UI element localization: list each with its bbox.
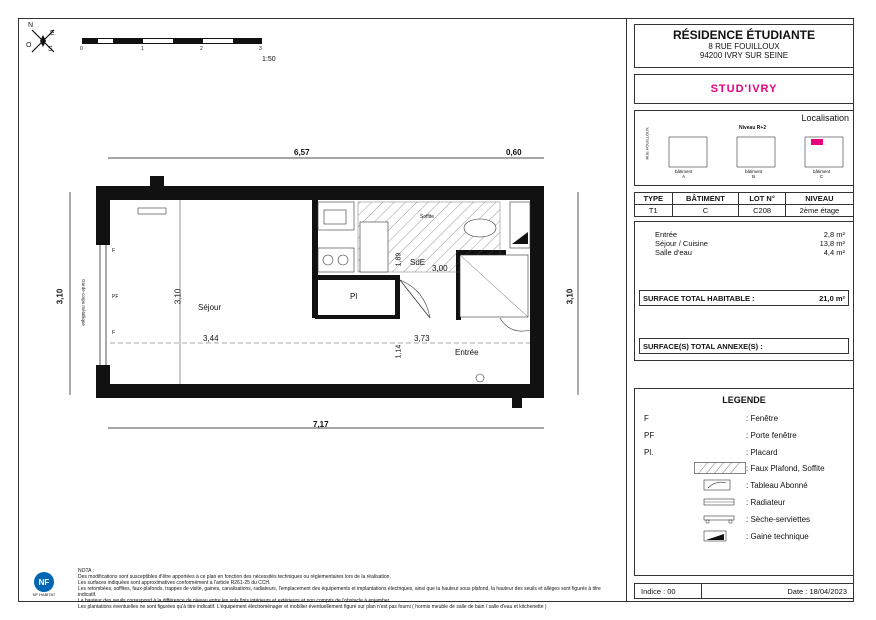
- room-sejour: Séjour: [198, 303, 222, 312]
- compass-n: N: [28, 22, 34, 29]
- dim-top-right: 0,60: [506, 148, 522, 157]
- legend-title: LEGENDE: [722, 395, 766, 405]
- surface-row: Séjour / Cuisine 13,8 m²: [655, 239, 845, 248]
- address-line1: 8 RUE FOUILLOUX: [708, 42, 780, 51]
- legend-item: PF : Porte fenêtre: [644, 430, 797, 440]
- total-habitable: SURFACE TOTAL HABITABLE : 21,0 m²: [639, 290, 849, 306]
- window-mark-f1: F: [112, 248, 116, 254]
- dim-mid-right: 3,73: [414, 334, 430, 343]
- svg-text:NF: NF: [38, 578, 50, 587]
- col-lot: LOT N°: [739, 193, 786, 205]
- val-type: T1: [635, 205, 673, 217]
- val-lot: C208: [739, 205, 786, 217]
- address-line2: 94200 IVRY SUR SEINE: [699, 51, 789, 60]
- location-title: Localisation: [801, 113, 849, 123]
- scale-tick-3: 3: [259, 46, 262, 52]
- dim-sde-w: 3,00: [432, 264, 448, 273]
- building-a: bâtiment A: [675, 169, 693, 179]
- towel-dryer-icon: [694, 513, 746, 525]
- location-level: Niveau R+2: [739, 125, 767, 131]
- dim-right: 3,10: [565, 288, 575, 305]
- legend-item: F : Fenêtre: [644, 413, 779, 423]
- compass-s: S: [48, 46, 53, 53]
- header-box: [634, 24, 854, 68]
- railing-label: Garde-corps métallique: [80, 279, 86, 326]
- dim-sde-h: 1,89: [395, 252, 403, 267]
- room-soffite: Soffite: [420, 214, 435, 220]
- legend-item: : Gaine technique: [644, 530, 809, 542]
- brand-box: [634, 74, 854, 104]
- compass-e: E: [50, 30, 55, 37]
- surface-row: Salle d'eau 4,4 m²: [655, 248, 845, 257]
- legend-item: Pl. : Placard: [644, 447, 778, 457]
- surfaces-box: [634, 221, 854, 361]
- duct-icon: [694, 530, 746, 542]
- date-label: Date : 18/04/2023: [787, 586, 847, 596]
- legend-item: : Faux Plafond, Soffite: [644, 462, 825, 474]
- dim-entry-h: 1,14: [395, 344, 403, 359]
- compass-o: O: [26, 42, 32, 49]
- legend-item: : Tableau Abonné: [644, 479, 808, 491]
- scale-label: 1:50: [262, 56, 276, 63]
- room-entree: Entrée: [455, 348, 479, 357]
- scale-bar: [82, 38, 262, 44]
- brand-logo: STUD'IVRY: [710, 83, 778, 95]
- col-niveau: NIVEAU: [785, 193, 853, 205]
- room-placard: Pl: [350, 292, 358, 301]
- info-table: [634, 192, 854, 217]
- scale-tick-0: 0: [80, 46, 83, 52]
- legend-item: : Sèche-serviettes: [644, 513, 810, 525]
- val-batiment: C: [672, 205, 739, 217]
- dim-left: 3,10: [55, 288, 65, 305]
- building-b: bâtiment B: [745, 169, 763, 179]
- dim-bottom: 7,17: [313, 420, 329, 429]
- scale-tick-1: 1: [141, 46, 144, 52]
- window-mark-f2: F: [112, 330, 116, 336]
- index-label: Indice : 00: [635, 584, 702, 598]
- dim-mid-left: 3,44: [203, 334, 219, 343]
- window-mark-pf: PF: [112, 294, 119, 300]
- dim-inner-left: 3,10: [173, 288, 183, 305]
- dim-top-left: 6,57: [294, 148, 310, 157]
- building-c: bâtiment C: [813, 169, 831, 179]
- scale-tick-2: 2: [200, 46, 203, 52]
- location-map: [649, 129, 853, 169]
- radiator-icon: [694, 496, 746, 508]
- col-type: TYPE: [635, 193, 673, 205]
- col-batiment: BÂTIMENT: [672, 193, 739, 205]
- nf-logo: NF NF HABITAT: [30, 570, 58, 598]
- floor-plan: [60, 140, 620, 450]
- sheet-divider: [626, 18, 627, 602]
- location-box: [634, 110, 854, 186]
- panel-icon: [694, 479, 746, 491]
- surface-row: Entrée 2,8 m²: [655, 230, 845, 239]
- hatch-icon: [694, 462, 746, 474]
- val-niveau: 2ème étage: [785, 205, 853, 217]
- room-sde: SdE: [410, 258, 426, 267]
- notes-block: NOTA : Des modifications sont susceptibles d'être apportées à ce plan en fonction des nécessités techniques ou réglementaires lors de la réalisation. Les surfaces indiquées sont approximatives conformément à l'article R261-25 du CCH. Les retombées, soffites, faux-plafonds, trappes de visite, gaines, canalisations, radiateurs, l'emplacement des équipements et implantations électriques, ainsi que la hauteur sous plafond, la hauteur des seuils et allèges sont figurés à titre indicatif. La hauteur des seuils correspond à la différence de niveau entre les sols finis intérieurs et extérieurs et non compris de l'obstacle à enjamber. Les plantations éventuelles ne sont figurées qu'à titre indicatif. L'équipement électroménager et mobilier éventuellement figuré sur plan n'est pas fourni ( hormis meuble de salle de bain / salle d'eau et kitchenette ): [78, 568, 601, 610]
- surface-list: [655, 230, 845, 257]
- location-street: RUE FOUILLOUX: [644, 127, 650, 160]
- total-annexe: SURFACE(S) TOTAL ANNEXE(S) :: [639, 338, 849, 354]
- residence-title: RÉSIDENCE ÉTUDIANTE: [672, 28, 815, 42]
- footer-box: [634, 583, 854, 599]
- legend-item: : Radiateur: [644, 496, 785, 508]
